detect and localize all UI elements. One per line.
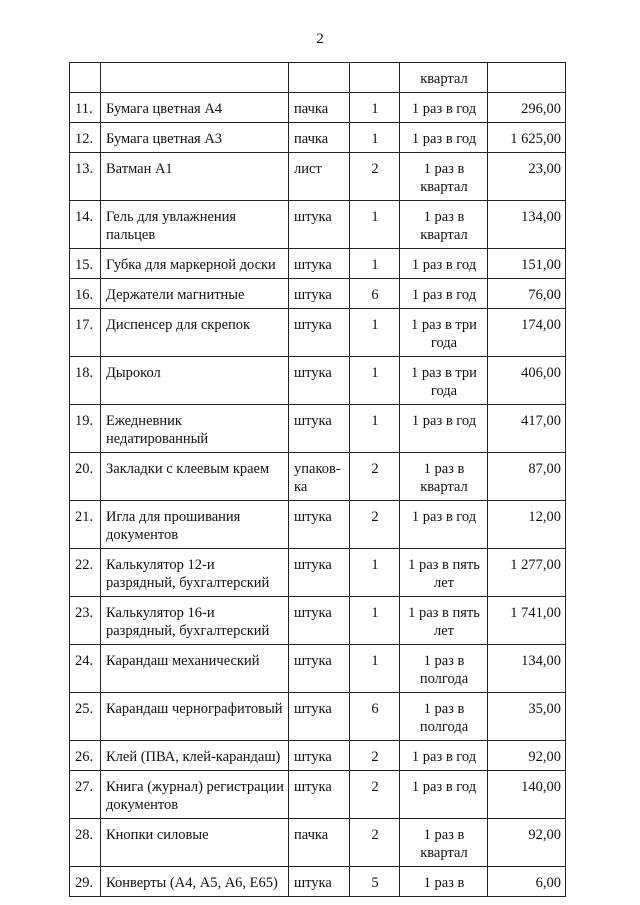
cell-unit: лист (289, 153, 350, 201)
cell-frequency: 1 раз в квартал (400, 201, 488, 249)
cell-frequency: квартал (400, 63, 488, 93)
cell-price: 174,00 (488, 309, 566, 357)
table-body (70, 63, 566, 897)
cell-name: Держатели магнитные (101, 279, 289, 309)
table-row (70, 819, 566, 867)
cell-qty: 1 (350, 93, 400, 123)
cell-frequency: 1 раз в год (400, 501, 488, 549)
cell-price: 92,00 (488, 819, 566, 867)
cell-qty: 1 (350, 597, 400, 645)
cell-name: Дырокол (101, 357, 289, 405)
cell-frequency: 1 раз в год (400, 123, 488, 153)
cell-num: 28. (70, 819, 101, 867)
cell-price: 134,00 (488, 201, 566, 249)
cell-frequency: 1 раз в год (400, 93, 488, 123)
cell-frequency: 1 раз в три года (400, 357, 488, 405)
cell-name: Бумага цветная А3 (101, 123, 289, 153)
cell-num (70, 63, 101, 93)
cell-name: Ватман А1 (101, 153, 289, 201)
cell-num: 20. (70, 453, 101, 501)
table-row (70, 693, 566, 741)
cell-num: 16. (70, 279, 101, 309)
cell-num: 26. (70, 741, 101, 771)
table-row (70, 249, 566, 279)
cell-num: 12. (70, 123, 101, 153)
cell-unit: пачка (289, 93, 350, 123)
cell-unit: штука (289, 741, 350, 771)
table-row (70, 153, 566, 201)
cell-name: Конверты (А4, А5, А6, Е65) (101, 867, 289, 897)
cell-price: 134,00 (488, 645, 566, 693)
table-row (70, 597, 566, 645)
cell-name: Гель для увлажнения пальцев (101, 201, 289, 249)
cell-price: 35,00 (488, 693, 566, 741)
cell-frequency: 1 раз в год (400, 249, 488, 279)
cell-qty: 2 (350, 819, 400, 867)
cell-num: 15. (70, 249, 101, 279)
cell-unit: штука (289, 693, 350, 741)
cell-frequency: 1 раз в год (400, 405, 488, 453)
cell-frequency: 1 раз в три года (400, 309, 488, 357)
table-row (70, 405, 566, 453)
cell-num: 11. (70, 93, 101, 123)
cell-price: 1 741,00 (488, 597, 566, 645)
cell-num: 25. (70, 693, 101, 741)
cell-name: Карандаш чернографитовый (101, 693, 289, 741)
cell-qty: 1 (350, 249, 400, 279)
page-number: 2 (316, 31, 324, 47)
cell-qty: 1 (350, 357, 400, 405)
cell-num: 29. (70, 867, 101, 897)
cell-unit: штука (289, 501, 350, 549)
cell-name: Губка для маркерной доски (101, 249, 289, 279)
cell-unit: штука (289, 249, 350, 279)
table-row (70, 357, 566, 405)
cell-qty (350, 63, 400, 93)
table-row (70, 501, 566, 549)
cell-qty: 2 (350, 153, 400, 201)
cell-unit: штука (289, 201, 350, 249)
cell-price: 406,00 (488, 357, 566, 405)
cell-frequency: 1 раз в полгода (400, 693, 488, 741)
cell-name: Диспенсер для скрепок (101, 309, 289, 357)
cell-qty: 2 (350, 771, 400, 819)
cell-unit: штука (289, 357, 350, 405)
cell-frequency: 1 раз в пять лет (400, 597, 488, 645)
table-row (70, 549, 566, 597)
cell-num: 19. (70, 405, 101, 453)
cell-name: Клей (ПВА, клей-карандаш) (101, 741, 289, 771)
cell-num: 17. (70, 309, 101, 357)
cell-unit: штука (289, 597, 350, 645)
table-row (70, 309, 566, 357)
table-row (70, 741, 566, 771)
cell-unit: пачка (289, 819, 350, 867)
table-row (70, 645, 566, 693)
cell-frequency: 1 раз в год (400, 741, 488, 771)
cell-frequency: 1 раз в год (400, 279, 488, 309)
cell-unit: штука (289, 279, 350, 309)
table-row (70, 453, 566, 501)
cell-frequency: 1 раз в квартал (400, 153, 488, 201)
cell-qty: 2 (350, 741, 400, 771)
cell-qty: 5 (350, 867, 400, 897)
cell-num: 18. (70, 357, 101, 405)
cell-name: Бумага цветная А4 (101, 93, 289, 123)
cell-unit: упаков-ка (289, 453, 350, 501)
supplies-table (69, 62, 566, 897)
cell-frequency: 1 раз в (400, 867, 488, 897)
cell-unit: штука (289, 549, 350, 597)
cell-price: 417,00 (488, 405, 566, 453)
table-row (70, 201, 566, 249)
cell-qty: 1 (350, 645, 400, 693)
cell-unit: штука (289, 645, 350, 693)
cell-price: 1 277,00 (488, 549, 566, 597)
cell-price: 151,00 (488, 249, 566, 279)
table-row (70, 867, 566, 897)
cell-price: 6,00 (488, 867, 566, 897)
cell-unit: штука (289, 771, 350, 819)
cell-price: 92,00 (488, 741, 566, 771)
cell-qty: 6 (350, 693, 400, 741)
cell-num: 23. (70, 597, 101, 645)
cell-unit (289, 63, 350, 93)
cell-name: Калькулятор 12-и разрядный, бухгалтерский (101, 549, 289, 597)
cell-frequency: 1 раз в пять лет (400, 549, 488, 597)
table-row (70, 279, 566, 309)
table-row (70, 123, 566, 153)
cell-num: 27. (70, 771, 101, 819)
cell-qty: 1 (350, 405, 400, 453)
cell-price: 296,00 (488, 93, 566, 123)
cell-price: 12,00 (488, 501, 566, 549)
table-row (70, 771, 566, 819)
cell-frequency: 1 раз в год (400, 771, 488, 819)
cell-name: Ежедневник недатированный (101, 405, 289, 453)
cell-price: 140,00 (488, 771, 566, 819)
cell-price (488, 63, 566, 93)
cell-num: 24. (70, 645, 101, 693)
cell-unit: пачка (289, 123, 350, 153)
cell-num: 21. (70, 501, 101, 549)
cell-unit: штука (289, 867, 350, 897)
cell-qty: 2 (350, 453, 400, 501)
table-row (70, 93, 566, 123)
cell-num: 14. (70, 201, 101, 249)
cell-price: 1 625,00 (488, 123, 566, 153)
cell-qty: 1 (350, 123, 400, 153)
cell-qty: 1 (350, 201, 400, 249)
cell-name: Кнопки силовые (101, 819, 289, 867)
cell-num: 22. (70, 549, 101, 597)
cell-name (101, 63, 289, 93)
cell-name: Карандаш механический (101, 645, 289, 693)
cell-qty: 1 (350, 309, 400, 357)
cell-qty: 2 (350, 501, 400, 549)
cell-qty: 6 (350, 279, 400, 309)
cell-price: 87,00 (488, 453, 566, 501)
cell-frequency: 1 раз в квартал (400, 453, 488, 501)
cell-frequency: 1 раз в квартал (400, 819, 488, 867)
cell-price: 23,00 (488, 153, 566, 201)
cell-num: 13. (70, 153, 101, 201)
cell-name: Книга (журнал) регистрации документов (101, 771, 289, 819)
cell-name: Игла для прошивания документов (101, 501, 289, 549)
cell-unit: штука (289, 405, 350, 453)
cell-qty: 1 (350, 549, 400, 597)
cell-price: 76,00 (488, 279, 566, 309)
cell-frequency: 1 раз в полгода (400, 645, 488, 693)
table-row-continuation (70, 63, 566, 93)
cell-name: Закладки с клеевым краем (101, 453, 289, 501)
cell-unit: штука (289, 309, 350, 357)
cell-name: Калькулятор 16-и разрядный, бухгалтерский (101, 597, 289, 645)
